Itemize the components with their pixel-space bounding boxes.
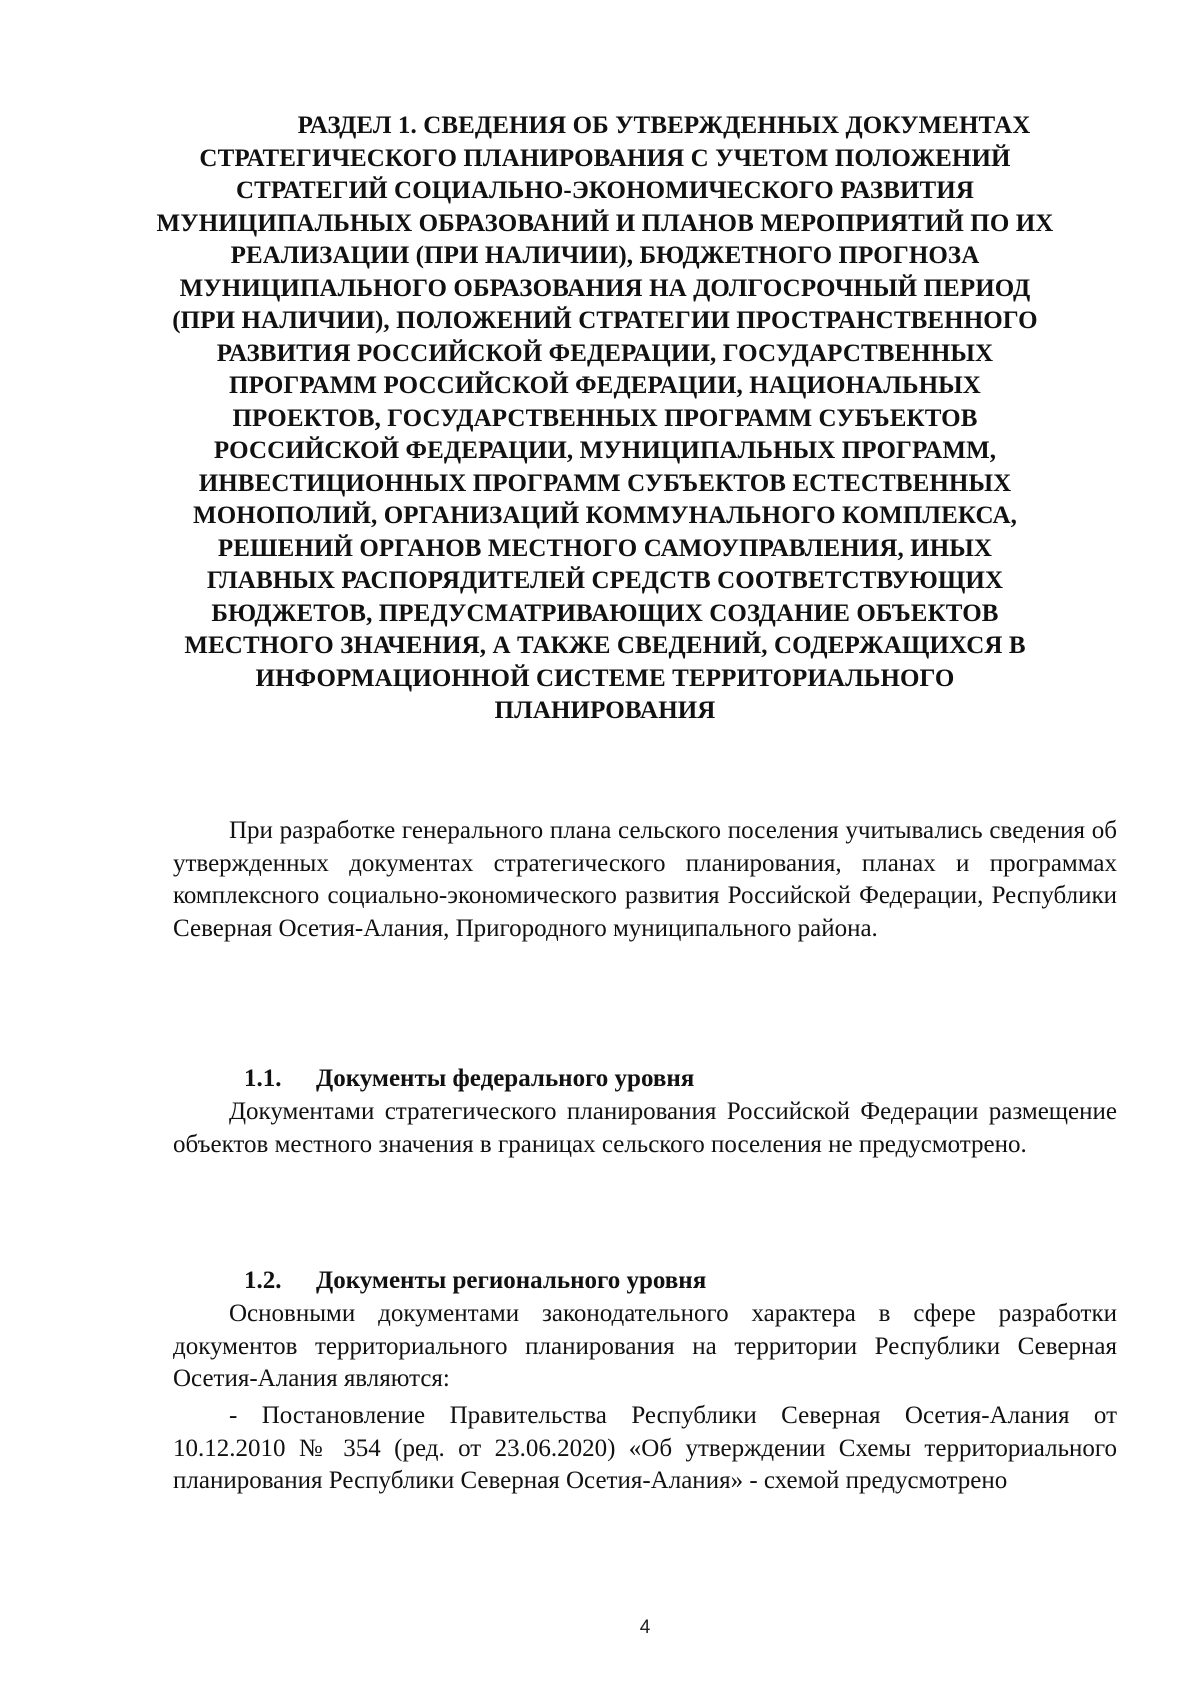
section-heading-text: Документы федерального уровня: [316, 1065, 695, 1092]
section-number: 1.2.: [244, 1267, 282, 1294]
title-line: ПРОЕКТОВ, ГОСУДАРСТВЕННЫХ ПРОГРАММ СУБЪЕКТОВ: [232, 404, 978, 432]
section-heading-1-2: [244, 1265, 706, 1298]
title-line: ПРОГРАММ РОССИЙСКОЙ ФЕДЕРАЦИИ, НАЦИОНАЛЬНЫХ: [229, 372, 981, 399]
title-line: МУНИЦИПАЛЬНОГО ОБРАЗОВАНИЯ НА ДОЛГОСРОЧНЫЙ ПЕРИОД: [179, 274, 1031, 302]
title-line: РАЗДЕЛ 1. СВЕДЕНИЯ ОБ УТВЕРЖДЕННЫХ ДОКУМЕНТАХ: [297, 112, 1031, 139]
section-1-2-paragraph: Основными документами законодательного характера в сфере разработки документов территориального планирования на территории Республики Северная Осетия-Алания являются:: [173, 1300, 1117, 1392]
title-line: ПЛАНИРОВАНИЯ: [494, 697, 716, 724]
title-line: РЕШЕНИЙ ОРГАНОВ МЕСТНОГО САМОУПРАВЛЕНИЯ, ИНЫХ: [217, 534, 993, 562]
section-number: 1.1.: [244, 1065, 282, 1092]
section-1-1-paragraph: Документами стратегического планирования Российской Федерации размещение объектов местного значения в границах сельского поселения не предусмотрено.: [173, 1098, 1117, 1158]
title-line: (ПРИ НАЛИЧИИ), ПОЛОЖЕНИЙ СТРАТЕГИИ ПРОСТРАНСТВЕННОГО: [172, 307, 1038, 334]
title-line: РАЗВИТИЯ РОССИЙСКОЙ ФЕДЕРАЦИИ, ГОСУДАРСТВЕННЫХ: [216, 339, 994, 367]
title-line: РОССИЙСКОЙ ФЕДЕРАЦИИ, МУНИЦИПАЛЬНЫХ ПРОГРАММ,: [213, 437, 997, 464]
title-line: РЕАЛИЗАЦИИ (ПРИ НАЛИЧИИ), БЮДЖЕТНОГО ПРОГНОЗА: [230, 242, 980, 269]
section-heading-text: Документы регионального уровня: [316, 1267, 707, 1294]
title-line: ГЛАВНЫХ РАСПОРЯДИТЕЛЕЙ СРЕДСТВ СООТВЕТСТВУЮЩИХ: [206, 567, 1004, 594]
title-line: ИНФОРМАЦИОННОЙ СИСТЕМЕ ТЕРРИТОРИАЛЬНОГО: [255, 664, 955, 692]
section-title: [150, 110, 1060, 728]
title-line: МОНОПОЛИЙ, ОРГАНИЗАЦИЙ КОММУНАЛЬНОГО КОМПЛЕКСА,: [193, 502, 1017, 529]
title-line: МУНИЦИПАЛЬНЫХ ОБРАЗОВАНИЙ И ПЛАНОВ МЕРОПРИЯТИЙ ПО ИХ: [156, 209, 1054, 237]
title-line: СТРАТЕГИЧЕСКОГО ПЛАНИРОВАНИЯ С УЧЕТОМ ПОЛОЖЕНИЙ: [199, 144, 1011, 172]
title-line: ИНВЕСТИЦИОННЫХ ПРОГРАММ СУБЪЕКТОВ ЕСТЕСТВЕННЫХ: [198, 469, 1012, 497]
page-number: 4: [639, 1617, 651, 1638]
section-1-2-list-item: - Постановление Правительства Республики Северная Осетия-Алания от 10.12.2010 № 354 (ред. от 23.06.2020) «Об утверждении Схемы территориального планирования Республики Северная Осетия-Алания» - схемой предусмотрено: [173, 1402, 1117, 1494]
title-line: МЕСТНОГО ЗНАЧЕНИЯ, А ТАКЖЕ СВЕДЕНИЙ, СОДЕРЖАЩИХСЯ В: [184, 632, 1026, 659]
intro-paragraph: При разработке генерального плана сельского поселения учитывались сведения об утвержденных документах стратегического планирования, планах и программах комплексного социально-экономического развития Российской Федерации, Республики Северная Осетия-Алания, Пригородного муниципального района.: [173, 817, 1117, 942]
section-heading-1-1: [244, 1063, 694, 1096]
title-line: СТРАТЕГИЙ СОЦИАЛЬНО-ЭКОНОМИЧЕСКОГО РАЗВИТИЯ: [235, 177, 974, 204]
title-line: БЮДЖЕТОВ, ПРЕДУСМАТРИВАЮЩИХ СОЗДАНИЕ ОБЪЕКТОВ: [211, 599, 999, 627]
